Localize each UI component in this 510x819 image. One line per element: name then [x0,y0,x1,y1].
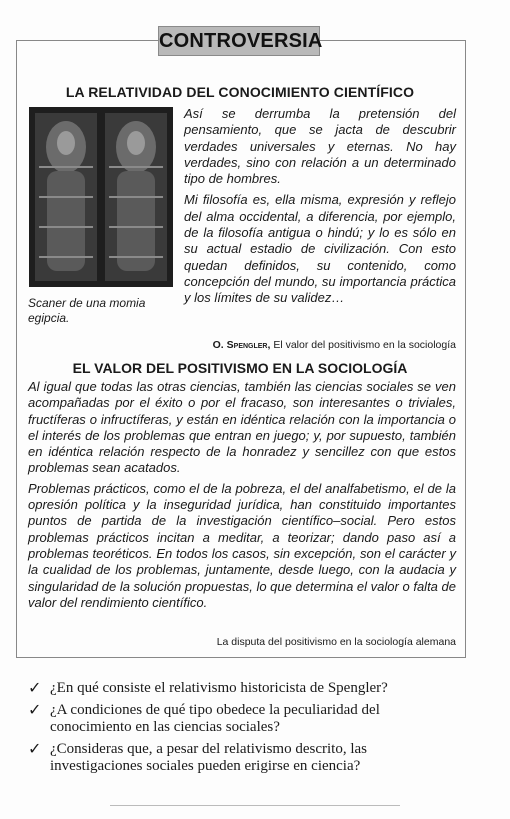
spengler-quote [184,106,456,307]
question-text: ¿Consideras que, a pesar del relativismo descrito, las investigaciones sociales pueden erigirse en ciencia? [50,741,367,774]
question-item [28,702,458,736]
source-author: O. Spengler, [212,339,271,351]
frame-top-right [318,40,466,41]
source-spengler [160,339,456,351]
quote-paragraph-1: Así se derrumba la pretensión del pensamiento, que se jacta de descubrir verdades universales y eternas. No hay verdades, sino con relación a un determinado tipo de hombres. [184,106,456,187]
section-title-relatividad: LA RELATIVIDAD DEL CONOCIMIENTO CIENTÍFICO [65,84,415,100]
bottom-rule [110,805,400,806]
quote-paragraph-2: Mi filosofía es, ella misma, expresión y reflejo del alma occidental, a diferencia, por ejemplo, de la filosofía antigua o hindú; y lo es sólo en su actual estadio de civilización. Con esto quedan definidos, su contenido, como concepción del mundo, su importancia práctica y los límites de su validez… [184,192,456,306]
controversia-banner: CONTROVERSIA [158,26,320,56]
positivismo-text [28,379,456,611]
checkmark-icon: ✓ [28,702,42,719]
mummy-scan-illustration [29,107,173,287]
questions-list [28,680,458,780]
question-item [28,741,458,775]
question-item [28,680,458,697]
checkmark-icon: ✓ [28,741,42,758]
source-disputa: La disputa del positivismo en la sociología alemana [216,636,456,648]
mummy-scan-image [29,107,173,287]
positivismo-paragraph-2: Problemas prácticos, como el de la pobreza, el del analfabetismo, el de la opresión política y la inseguridad jurídica, han constituido importantes puntos de partida de la investigación científico–social. Pero estos problemas prácticos incitan a meditar, a teorizar; dando paso así a problemas teoréticos. En todos los casos, sin excepción, son el carácter y la cualidad de los problemas, juntamente, desde luego, con la audacia y singularidad de la solución propuestas, lo que determina el valor o falta de valor del rendimiento científico. [28,480,456,610]
question-text: ¿A condiciones de qué tipo obedece la peculiaridad del conocimiento en las ciencias sociales? [50,702,380,735]
checkmark-icon: ✓ [28,680,42,697]
section-title-positivismo: EL VALOR DEL POSITIVISMO EN LA SOCIOLOGÍA [72,360,408,376]
question-text: ¿En qué consiste el relativismo historicista de Spengler? [50,680,388,696]
source-work: El valor del positivismo en la sociología [270,339,456,351]
image-caption: Scaner de una momia egipcia. [28,296,146,325]
positivismo-paragraph-1: Al igual que todas las otras ciencias, también las ciencias sociales se ven acompañadas por el éxito o por el fracaso, son interesantes o triviales, fructíferas o infructíferas, y están en idéntica relación con la importancia o el interés de los problemas que entran en juego; y, por supuesto, también en idéntica relación respecto de la honradez y sencillez con que estos problemas sean acatados. [28,379,456,476]
frame-top-left [16,40,166,41]
